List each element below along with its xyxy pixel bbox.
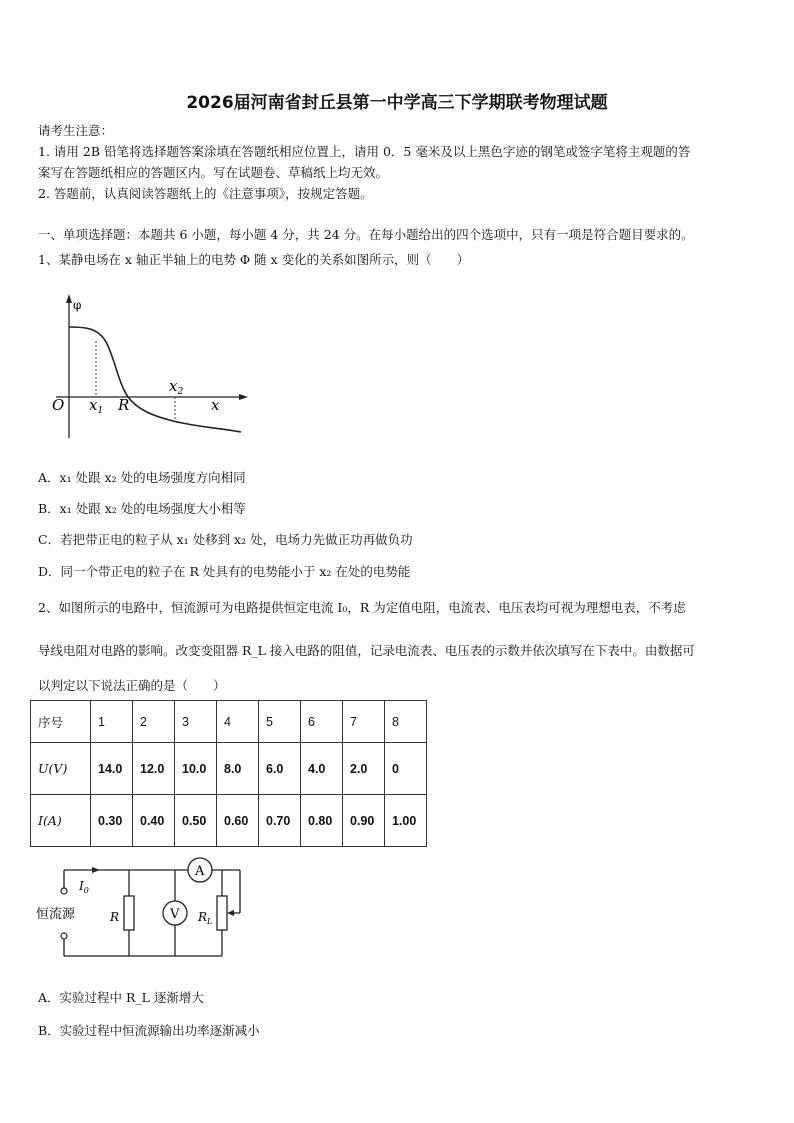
voltage-cell: 10.0	[175, 743, 217, 795]
notice-line-1a: 1. 请用 2B 铅笔将选择题答案涂填在答题纸相应位置上，请用 0．5 毫米及以上黑色字迹的钢笔或签字笔将主观题的答	[38, 144, 691, 159]
table-row	[31, 743, 427, 795]
voltage-cell: 2.0	[343, 743, 385, 795]
question-2-stem-line-1: 2、如图所示的电路中，恒流源可为电路提供恒定电流 I₀，R 为定值电阻，电流表、电压表均可视为理想电表，不考虑	[38, 600, 686, 615]
q1-option-a: A．x₁ 处跟 x₂ 处的电场强度方向相同	[38, 470, 246, 485]
voltage-cell: 14.0	[91, 743, 133, 795]
q2-option-a: A．实验过程中 R_L 逐渐增大	[38, 990, 204, 1005]
question-2-stem-line-3: 以判定以下说法正确的是（ ）	[38, 678, 226, 693]
q1-option-c: C．若把带正电的粒子从 x₁ 处移到 x₂ 处，电场力先做正功再做负功	[38, 532, 413, 547]
header-cell: 6	[301, 701, 343, 743]
q1-option-b: B．x₁ 处跟 x₂ 处的电场强度大小相等	[38, 501, 246, 516]
phi-axis-arrow-icon	[66, 294, 72, 303]
page-title: 2026届河南省封丘县第一中学高三下学期联考物理试题	[186, 93, 608, 113]
voltage-cell: 8.0	[217, 743, 259, 795]
x-axis-arrow-icon	[239, 394, 248, 400]
current-label: I(A)	[31, 795, 91, 847]
origin-label: O	[52, 396, 65, 414]
current-cell: 0.80	[301, 795, 343, 847]
current-arrow-icon	[92, 867, 100, 873]
header-cell: 序号	[31, 701, 91, 743]
table-row	[31, 795, 427, 847]
resistor-r	[124, 896, 134, 930]
notice-heading: 请考生注意：	[38, 123, 114, 138]
potential-graph	[48, 290, 248, 440]
header-cell: 4	[217, 701, 259, 743]
slider-arrow-icon	[227, 910, 234, 916]
section-heading: 一、单项选择题：本题共 6 小题，每小题 4 分，共 24 分。在每小题给出的四个选项中，只有一项是符合题目要求的。	[38, 227, 694, 242]
i0-label: $I_0$	[79, 879, 89, 895]
rheostat-rl	[217, 896, 227, 930]
current-cell: 0.70	[259, 795, 301, 847]
r-label: R	[110, 910, 120, 924]
header-cell: 8	[385, 701, 427, 743]
x1-label: $x_1$	[89, 396, 104, 416]
voltage-cell: 4.0	[301, 743, 343, 795]
table-row	[31, 701, 427, 743]
current-cell: 0.90	[343, 795, 385, 847]
current-cell: 1.00	[385, 795, 427, 847]
header-cell: 7	[343, 701, 385, 743]
question-2-stem-line-2: 导线电阻对电路的影响。改变变阻器 R_L 接入电路的阻值，记录电流表、电压表的示数并依次填写在下表中。由数据可	[38, 643, 695, 658]
header-cell: 3	[175, 701, 217, 743]
source-label: 恒流源	[36, 907, 76, 922]
voltage-cell: 0	[385, 743, 427, 795]
circuit-diagram	[30, 852, 260, 964]
x2-label: $x_2$	[169, 377, 184, 397]
notice-line-1b: 案写在答题纸相应的答题区内。写在试题卷、草稿纸上均无效。	[38, 165, 389, 180]
data-table	[30, 700, 427, 847]
header-cell: 2	[133, 701, 175, 743]
header-cell: 1	[91, 701, 133, 743]
current-cell: 0.30	[91, 795, 133, 847]
x-axis-label: x	[211, 396, 220, 414]
r-label: R	[118, 396, 130, 414]
q1-option-d: D．同一个带正电的粒子在 R 处具有的电势能小于 x₂ 在处的电势能	[38, 564, 411, 579]
source-terminal-bottom	[61, 933, 67, 939]
q2-option-b: B．实验过程中恒流源输出功率逐渐减小	[38, 1023, 260, 1038]
current-cell: 0.50	[175, 795, 217, 847]
current-cell: 0.40	[133, 795, 175, 847]
source-terminal-top	[61, 888, 67, 894]
voltage-cell: 6.0	[259, 743, 301, 795]
potential-curve	[69, 327, 241, 432]
voltage-cell: 12.0	[133, 743, 175, 795]
question-1-stem: 1、某静电场在 x 轴正半轴上的电势 Φ 随 x 变化的关系如图所示，则（ ）	[38, 252, 470, 267]
voltmeter-label: V	[170, 907, 180, 922]
rl-label: $R_L$	[198, 910, 213, 926]
phi-label: φ	[73, 298, 82, 312]
voltage-label: U(V)	[31, 743, 91, 795]
header-cell: 5	[259, 701, 301, 743]
notice-line-2: 2. 答题前，认真阅读答题纸上的《注意事项》，按规定答题。	[38, 186, 373, 201]
ammeter-label: A	[195, 864, 205, 879]
current-cell: 0.60	[217, 795, 259, 847]
